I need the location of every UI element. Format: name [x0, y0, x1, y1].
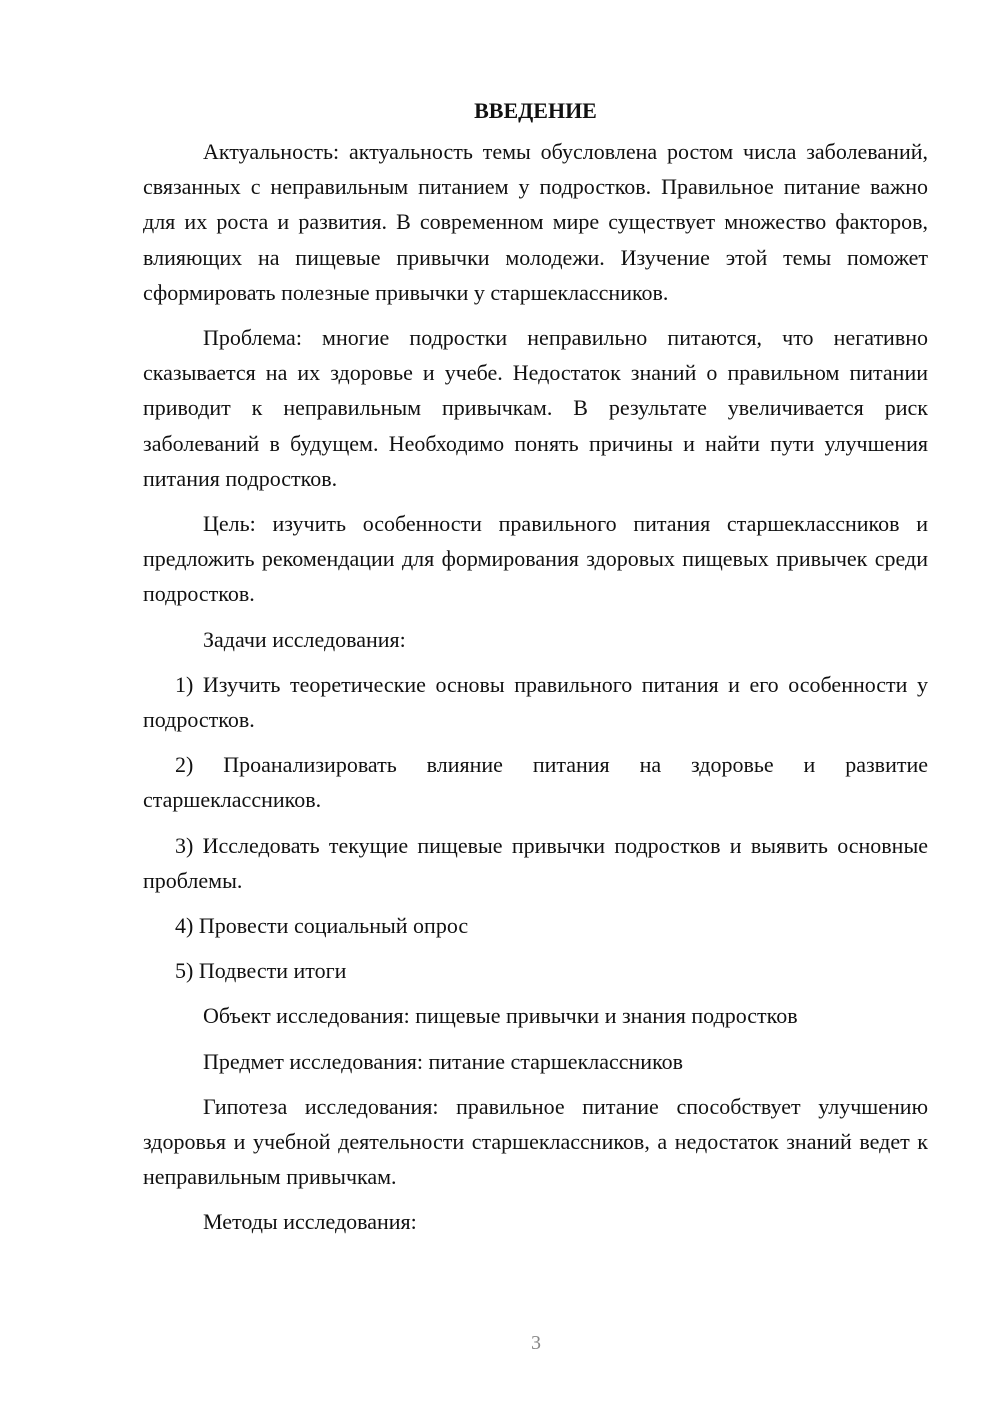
task-item-4: 4) Провести социальный опрос [175, 913, 469, 939]
subject-paragraph: Предмет исследования: питание старшеклассников [203, 1048, 684, 1074]
task-item-2: 2) Проанализировать влияние питания на здоровье и развитие старшеклассников. [143, 752, 928, 813]
page-title: ВВЕДЕНИЕ [474, 98, 597, 123]
task-item-5: 5) Подвести итоги [175, 958, 347, 984]
methods-title: Методы исследования: [203, 1209, 417, 1235]
task-item-3: 3) Исследовать текущие пищевые привычки подростков и выявить основные проблемы. [143, 832, 928, 893]
tasks-title: Задачи исследования: [203, 626, 406, 652]
hypothesis-paragraph: Гипотеза исследования: правильное питание способствует улучшению здоровья и учебной деятельности старшеклассников, а недостаток знаний ведет к неправильным привычкам. [143, 1093, 928, 1190]
task-item-1: 1) Изучить теоретические основы правильного питания и его особенности у подростков. [143, 671, 928, 733]
goal-paragraph: Цель: изучить особенности правильного питания старшеклассников и предложить рекомендации для формирования здоровых пищевых привычек среди подростков. [143, 511, 928, 607]
page-number: 3 [531, 1332, 541, 1354]
object-paragraph: Объект исследования: пищевые привычки и знания подростков [203, 1003, 798, 1029]
problem-paragraph: Проблема: многие подростки неправильно питаются, что негативно сказывается на их здоровье и учебе. Недостаток знаний о правильном питании приводит к неправильным привычкам. В результате увеличивается риск заболеваний в будущем. Необходимо понять причины и найти пути улучшения питания подростков. [143, 325, 928, 491]
relevance-paragraph: Актуальность: актуальность темы обусловлена ростом числа заболеваний, связанных с неправильным питанием у подростков. Правильное питание важно для их роста и развития. В современном мире существует множество факторов, влияющих на пищевые привычки молодежи. Изучение этой темы поможет сформировать полезные привычки у старшеклассников. [143, 139, 928, 305]
page-content [143, 96, 928, 1250]
